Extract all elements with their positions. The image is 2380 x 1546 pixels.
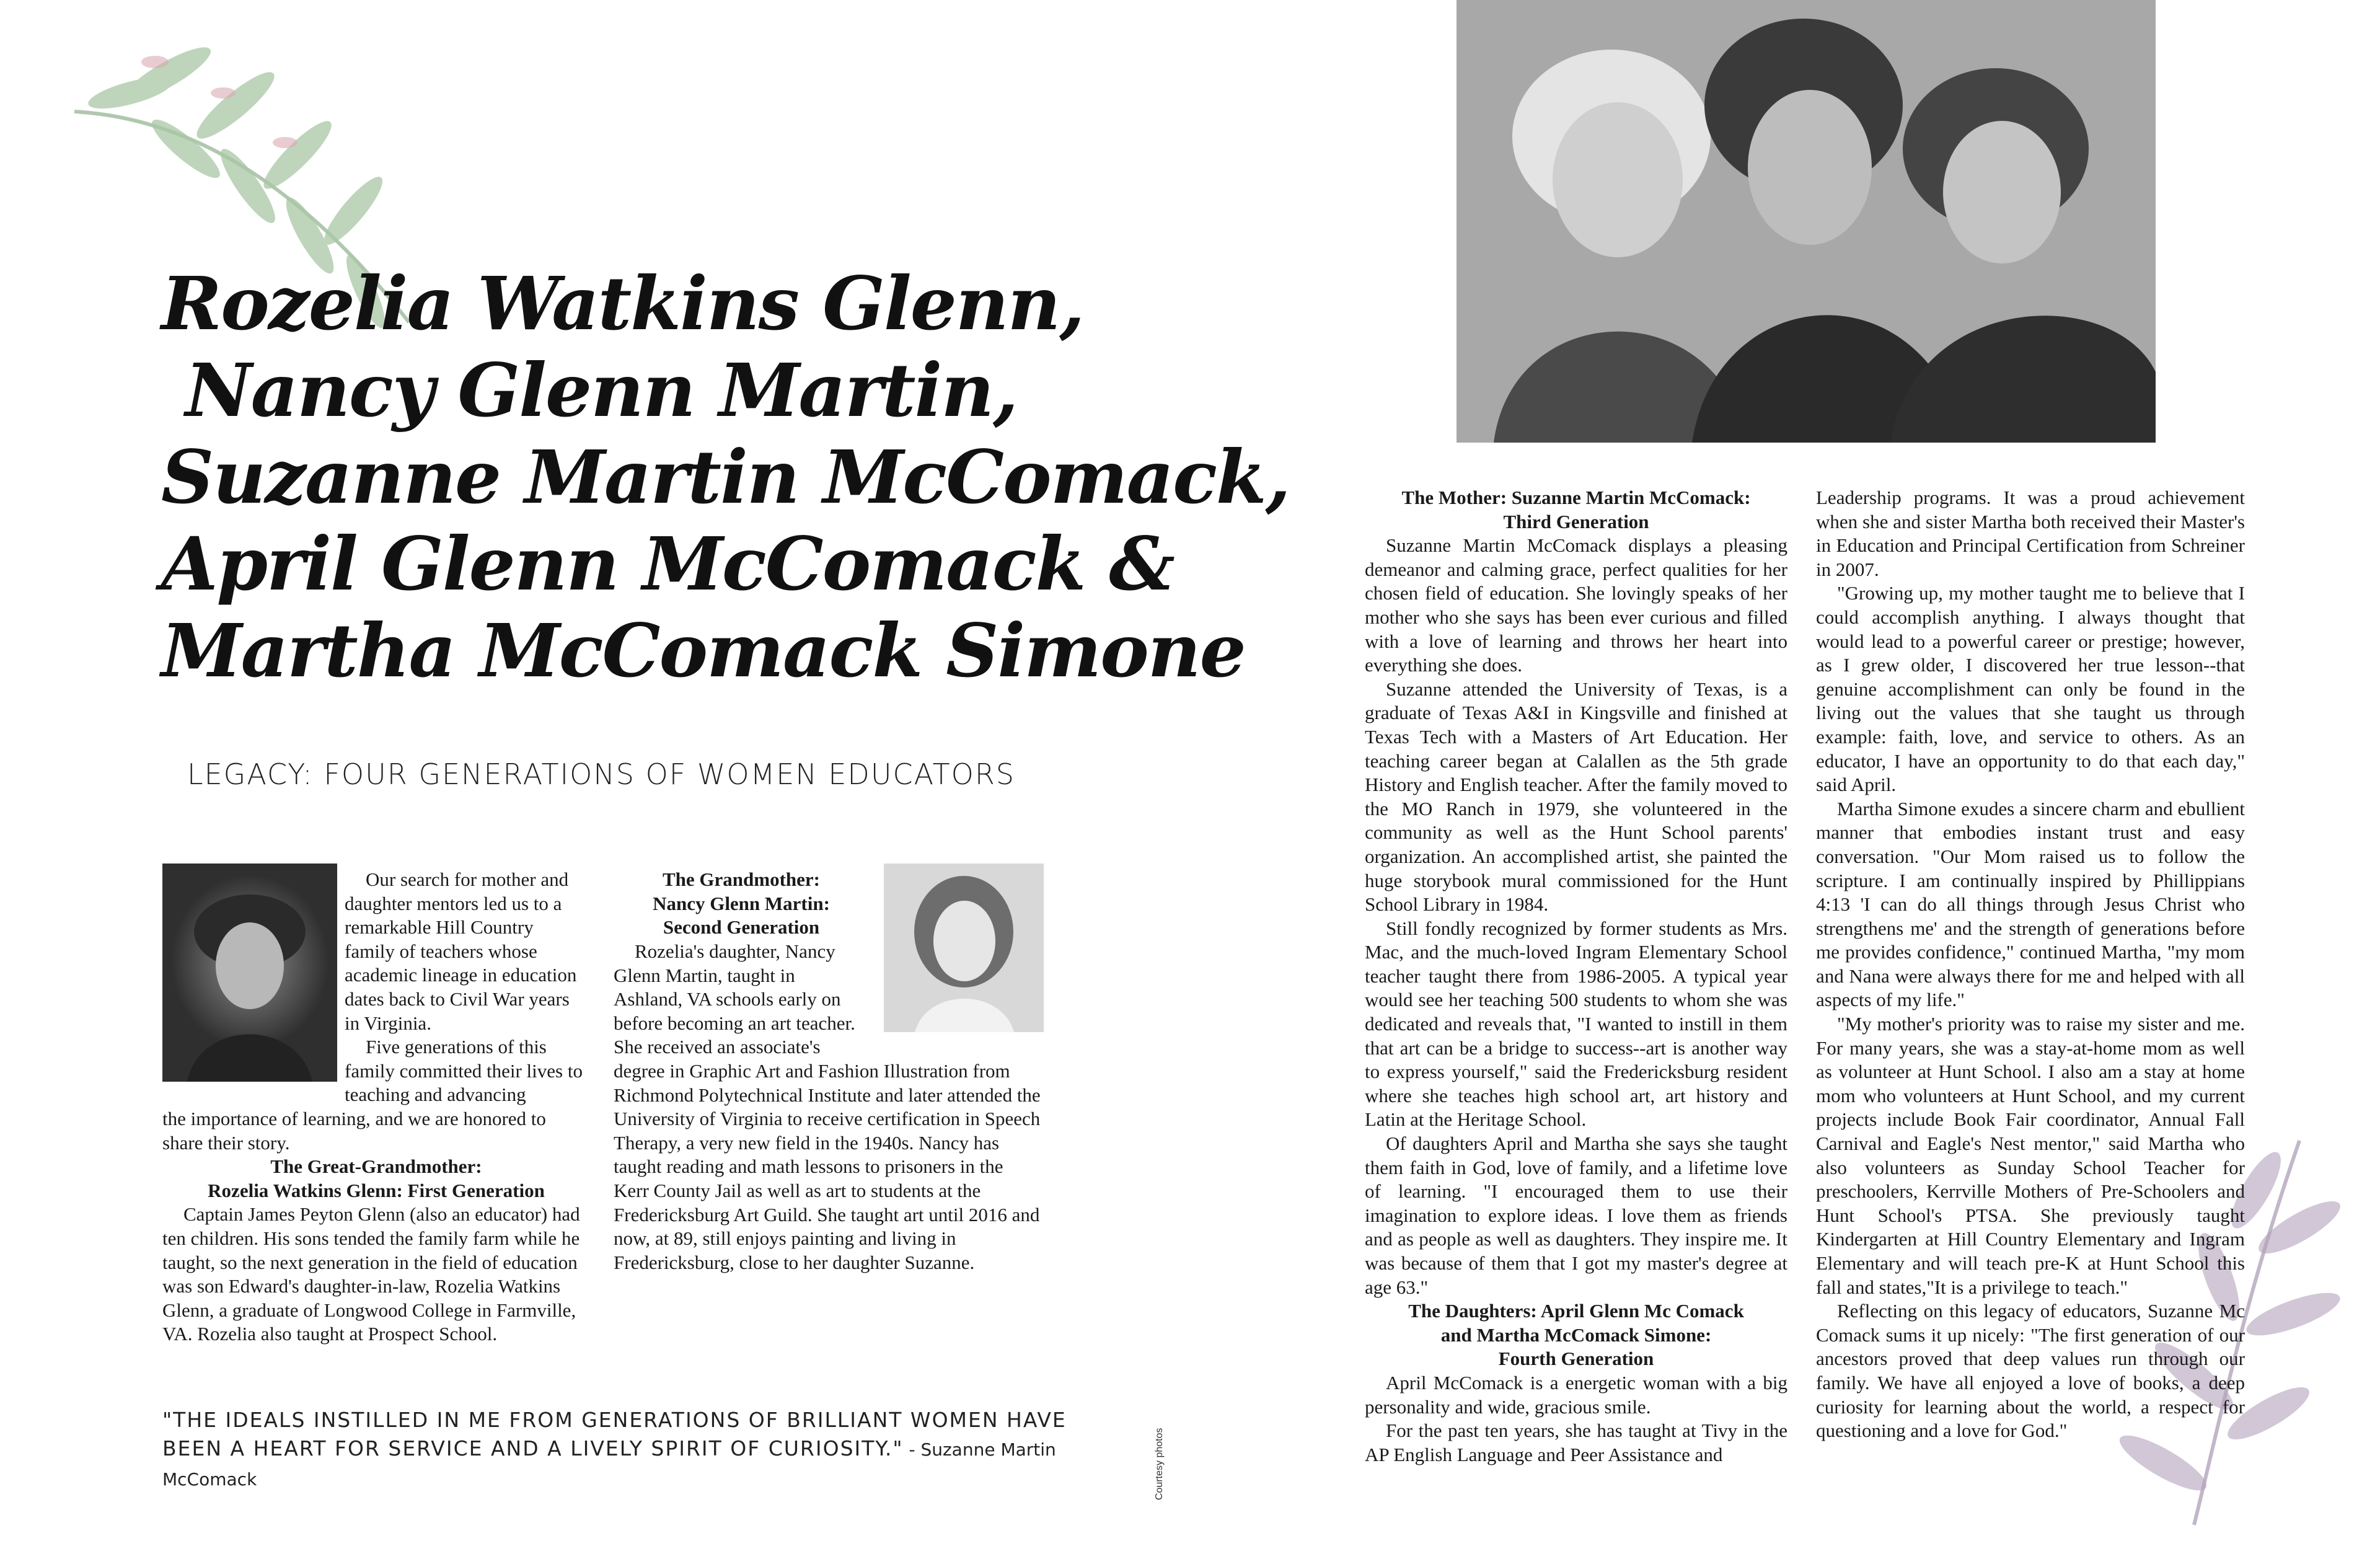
grandmother-generation: Second Generation: [663, 916, 820, 939]
rozelia-portrait-photo: [162, 864, 337, 1082]
april-paragraph-cont: Leadership programs. It was a proud achievement when she and sister Martha both received their Master's in Education and Principal Certification from Schreiner in 2007.: [1816, 487, 2245, 580]
intro-paragraph: Our search for mother and daughter mentors led us to a remarkable Hill Country family of teachers whose academic lineage in education dates back to Civil War years in Virginia.: [345, 868, 577, 1034]
mother-heading: The Mother: Suzanne Martin McComack:: [1401, 487, 1751, 508]
quote-text: "THE IDEALS INSTILLED IN ME FROM GENERATIONS OF BRILLIANT WOMEN HAVE BEEN A HEART FOR SERVICE AND A LIVELY SPIRIT OF CURIOSITY.": [162, 1408, 1067, 1460]
right-column-2: [1816, 486, 2245, 1443]
great-grandmother-heading: The Great-Grandmother:: [270, 1155, 482, 1178]
april-quote-paragraph: "Growing up, my mother taught me to believe that I could accomplish anything. I always thought that would lead to a powerful career or prestige; however, as I grew older, I discovered her true lesson--that genuine accomplishment can only be found in the living out the values that she taught us through example: faith, love, and service to others. As an educator, I have an opportunity to do that each day," said April.: [1816, 582, 2245, 796]
photo-credit: Courtesy photos: [1154, 1428, 1165, 1500]
right-column-1: [1365, 486, 1787, 1467]
great-grandmother-text: Captain James Peyton Glenn (also an educator) had ten children. His sons tended the family farm while he taught, so the next generation in the field of education was son Edward's daughter-in-law, Rozelia Watkins Glenn, a graduate of Longwood College in Farmville, VA. Rozelia also taught at Prospect School.: [162, 1203, 580, 1345]
pull-quote: [162, 1406, 1067, 1494]
family-group-photo: [1457, 0, 2156, 443]
title-line: Nancy Glenn Martin,: [185, 347, 1018, 433]
great-grandmother-subheading: Rozelia Watkins Glenn: First Generation: [208, 1179, 545, 1201]
left-column-2-top: [614, 868, 869, 940]
article-subtitle: LEGACY: FOUR GENERATIONS OF WOMEN EDUCATORS: [187, 758, 1016, 791]
intro-paragraph-2a: Five generations of this family committed their lives to teaching and advancing: [345, 1036, 583, 1106]
title-line: Suzanne Martin McComack,: [161, 434, 1290, 520]
mother-generation: Third Generation: [1503, 510, 1649, 532]
closing-paragraph: Reflecting on this legacy of educators, Suzanne Mc Comack sums it up nicely: "The first generation of our ancestors proved that deep values run through our family. We have all enjoyed a love of books, a deep curiosity for learning about the world, a respect for questioning and a love for God.": [1816, 1300, 2245, 1442]
daughters-generation: Fourth Generation: [1498, 1348, 1654, 1370]
title-line: April Glenn McComack &: [161, 521, 1174, 607]
quote-author: - Suzanne Martin McComack: [162, 1439, 1056, 1490]
grandmother-heading: The Grandmother:: [662, 868, 820, 890]
intro-paragraph-2b: the importance of learning, and we are honored to share their story.: [162, 1108, 546, 1154]
title-line: Martha McComack Simone: [161, 607, 1245, 694]
mother-paragraph: Of daughters April and Martha she says she taught them faith in God, love of family, and a lifetime love of learning. "I encouraged them to use their imagination to explore ideas. I love them as friends and as people as well as daughters. They inspire me. It was because of them that I got my master's degree at age 63.": [1365, 1133, 1787, 1298]
mother-paragraph: Suzanne Martin McComack displays a pleasing demeanor and calming grace, perfect qualities for her chosen field of education. She lovingly speaks of her mother who she says has been ever curious and filled with a love of learning and throws her heart into everything she does.: [1365, 534, 1787, 676]
daughters-paragraph: April McComack is a energetic woman with a big personality and wide, gracious smile.: [1365, 1371, 1787, 1418]
left-column-1: [162, 1107, 590, 1346]
grandmother-name: Nancy Glenn Martin:: [653, 892, 830, 914]
article-title: [161, 260, 1290, 694]
martha-quote-paragraph: "My mother's priority was to raise my sister and me. For many years, she was a stay-at-home mom as well as volunteer at Hunt School. I also am a stay at home mom who volunteers at Hunt School, and my current projects include Book Fair coordinator, Annual Fall Carnival and Eagle's Nest mentor," said Martha who also volunteers as Sunday School Teacher for preschoolers, Kerrville Mothers of Pre-Schoolers and Hunt School's PTSA. She previously taught Kindergarten at Hill Country Elementary and Ingram Elementary and will teach pre-K at Hunt School this fall and states,"It is a privilege to teach.": [1816, 1013, 2245, 1298]
daughters-paragraph: For the past ten years, she has taught at Tivy in the AP English Language and Peer Assistance and: [1365, 1420, 1787, 1465]
daughters-heading-2: and Martha McComack Simone:: [1440, 1323, 1712, 1346]
intro-column: [345, 868, 588, 1107]
mother-paragraph: Still fondly recognized by former students as Mrs. Mac, and the much-loved Ingram Elementary School teacher taught there from 1986-2005. A typical year would see her teaching 500 students to whom she was dedicated and reveals that, "I wanted to instill in them that art can be a bridge to success--art is another way to express yourself," said the Fredericksburg resident where she teaches high school art, art history and Latin at the Heritage School.: [1365, 917, 1787, 1131]
grandmother-paragraph: Rozelia's daughter, Nancy Glenn Martin, taught in Ashland, VA schools early on before becoming an art teacher. She received an associate's degree in Graphic Art and Fashion Illustration from Richmond Polytechnical Institute and later attended the University of Virginia to receive certification in Speech Therapy, a very new field in the 1940s. Nancy has taught reading and math lessons to prisoners in the Kerr County Jail as well as art to students at the Fredericksburg Art Guild. She taught art until 2016 and now, at 89, still enjoys painting and living in Fredericksburg, close to her daughter Suzanne.: [614, 940, 1041, 1273]
title-line: Rozelia Watkins Glenn,: [161, 260, 1084, 347]
mother-paragraph: Suzanne attended the University of Texas, is a graduate of Texas A&I in Kingsville and finished at Texas Tech with a Masters of Art Education. Her teaching career began at Calallen as the 5th grade History and English teacher. After the family moved to the MO Ranch in 1979, she volunteered in the community as well as the Hunt School parents' organization. An accomplished artist, she painted the huge storybook mural commissioned for the Hunt School Library in 1984.: [1365, 678, 1787, 916]
grandmother-text: [614, 940, 1041, 1274]
daughters-heading: The Daughters: April Glenn Mc Comack: [1408, 1300, 1744, 1322]
martha-paragraph: Martha Simone exudes a sincere charm and ebullient manner that embodies instant trust and easy conversation. "Our Mom raised us to follow the scripture. I am continually inspired by Phillippians 4:13 'I can do all things through Jesus Christ who strengthens me' and the strength of generations before me provides confidence," continued Martha, "my mom and Nana were always there for me and helped with all aspects of my life.": [1816, 797, 2245, 1011]
